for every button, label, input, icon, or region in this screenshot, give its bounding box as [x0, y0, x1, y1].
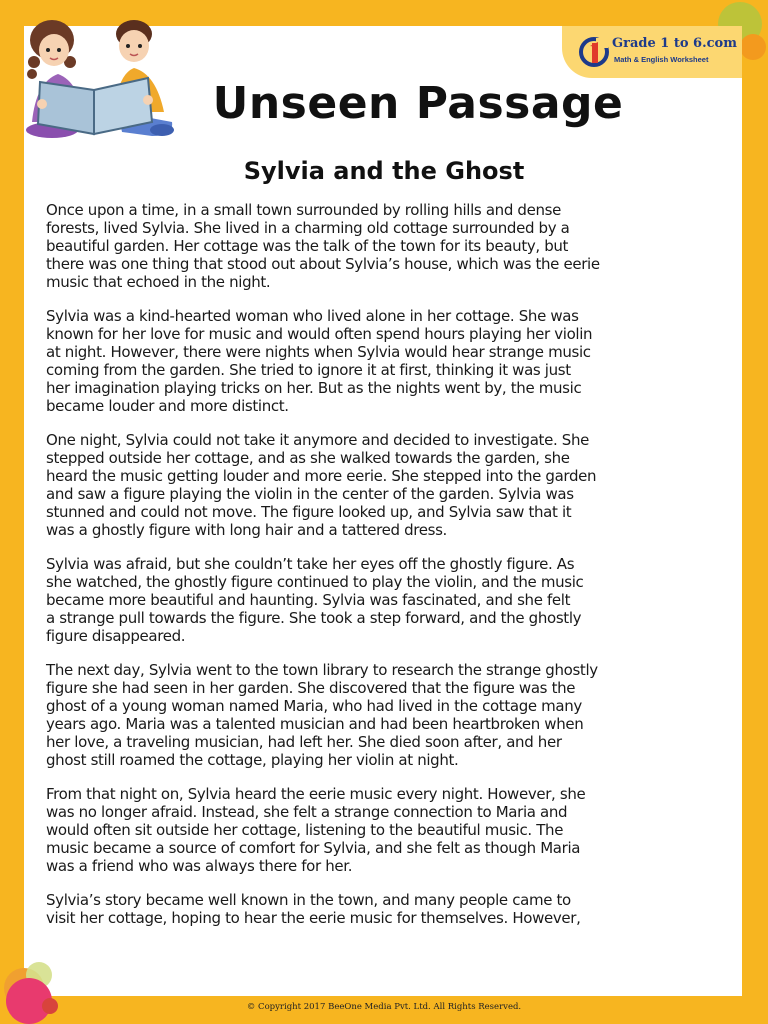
passage-body: [46, 201, 736, 943]
kids-reading-illustration: [22, 12, 182, 142]
passage-line: there was one thing that stood out about Sylvia’s house, which was the eerie: [46, 255, 600, 273]
passage-line: was no longer afraid. Instead, she felt a strange connection to Maria and: [46, 803, 568, 821]
passage-line: visit her cottage, hoping to hear the eerie music for themselves. However,: [46, 909, 581, 927]
passage-line: ghost still roamed the cottage, playing her violin at night.: [46, 751, 459, 769]
passage-paragraph: [46, 201, 736, 291]
passage-line: Once upon a time, in a small town surrounded by rolling hills and dense: [46, 201, 561, 219]
story-title: Sylvia and the Ghost: [243, 157, 525, 185]
grade-logo-icon: [578, 34, 614, 70]
passage-line: music that echoed in the night.: [46, 273, 271, 291]
passage-line: her love, a traveling musician, had left her. She died soon after, and her: [46, 733, 562, 751]
passage-line: became louder and more distinct.: [46, 397, 289, 415]
passage-line: heard the music getting louder and more eerie. She stepped into the garden: [46, 467, 597, 485]
passage-line: a strange pull towards the figure. She took a step forward, and the ghostly: [46, 609, 582, 627]
passage-line: was a ghostly figure with long hair and a tattered dress.: [46, 521, 447, 539]
passage-line: The next day, Sylvia went to the town library to research the strange ghostly: [46, 661, 598, 679]
passage-line: beautiful garden. Her cottage was the talk of the town for its beauty, but: [46, 237, 569, 255]
passage-line: Sylvia was a kind-hearted woman who lived alone in her cottage. She was: [46, 307, 579, 325]
decor-circle-orange-top: [740, 34, 766, 60]
passage-paragraph: [46, 891, 736, 927]
passage-line: One night, Sylvia could not take it anymore and decided to investigate. She: [46, 431, 589, 449]
passage-line: she watched, the ghostly figure continued to play the violin, and the music: [46, 573, 584, 591]
passage-paragraph: [46, 307, 736, 415]
passage-line: forests, lived Sylvia. She lived in a charming old cottage surrounded by a: [46, 219, 570, 237]
logo-site-name: Grade 1 to 6.com: [612, 36, 737, 51]
passage-line: figure she had seen in her garden. She discovered that the figure was the: [46, 679, 576, 697]
passage-paragraph: [46, 785, 736, 875]
passage-line: known for her love for music and would often spend hours playing her violin: [46, 325, 593, 343]
passage-line: was a friend who was always there for her.: [46, 857, 353, 875]
passage-line: Sylvia’s story became well known in the town, and many people came to: [46, 891, 571, 909]
page-title: Unseen Passage: [212, 78, 624, 129]
passage-line: From that night on, Sylvia heard the eerie music every night. However, she: [46, 785, 586, 803]
passage-line: at night. However, there were nights when Sylvia would hear strange music: [46, 343, 591, 361]
passage-line: stepped outside her cottage, and as she walked towards the garden, she: [46, 449, 570, 467]
passage-line: music became a source of comfort for Sylvia, and she felt as though Maria: [46, 839, 581, 857]
passage-paragraph: [46, 661, 736, 769]
passage-paragraph: [46, 555, 736, 645]
passage-line: figure disappeared.: [46, 627, 186, 645]
logo-tagline: Math & English Worksheet: [614, 55, 709, 64]
passage-paragraph: [46, 431, 736, 539]
passage-line: ghost of a young woman named Maria, who had lived in the cottage many: [46, 697, 582, 715]
passage-line: would often sit outside her cottage, listening to the beautiful music. The: [46, 821, 564, 839]
passage-line: stunned and could not move. The figure looked up, and Sylvia saw that it: [46, 503, 572, 521]
passage-line: became more beautiful and haunting. Sylvia was fascinated, and she felt: [46, 591, 571, 609]
passage-line: and saw a figure playing the violin in the center of the garden. Sylvia was: [46, 485, 574, 503]
passage-line: Sylvia was afraid, but she couldn’t take her eyes off the ghostly figure. As: [46, 555, 575, 573]
copyright-footer: © Copyright 2017 BeeOne Media Pvt. Ltd. All Rights Reserved.: [246, 1002, 522, 1012]
passage-line: her imagination playing tricks on her. But as the nights went by, the music: [46, 379, 582, 397]
passage-line: years ago. Maria was a talented musician and had been heartbroken when: [46, 715, 584, 733]
passage-line: coming from the garden. She tried to ignore it at first, thinking it was just: [46, 361, 571, 379]
